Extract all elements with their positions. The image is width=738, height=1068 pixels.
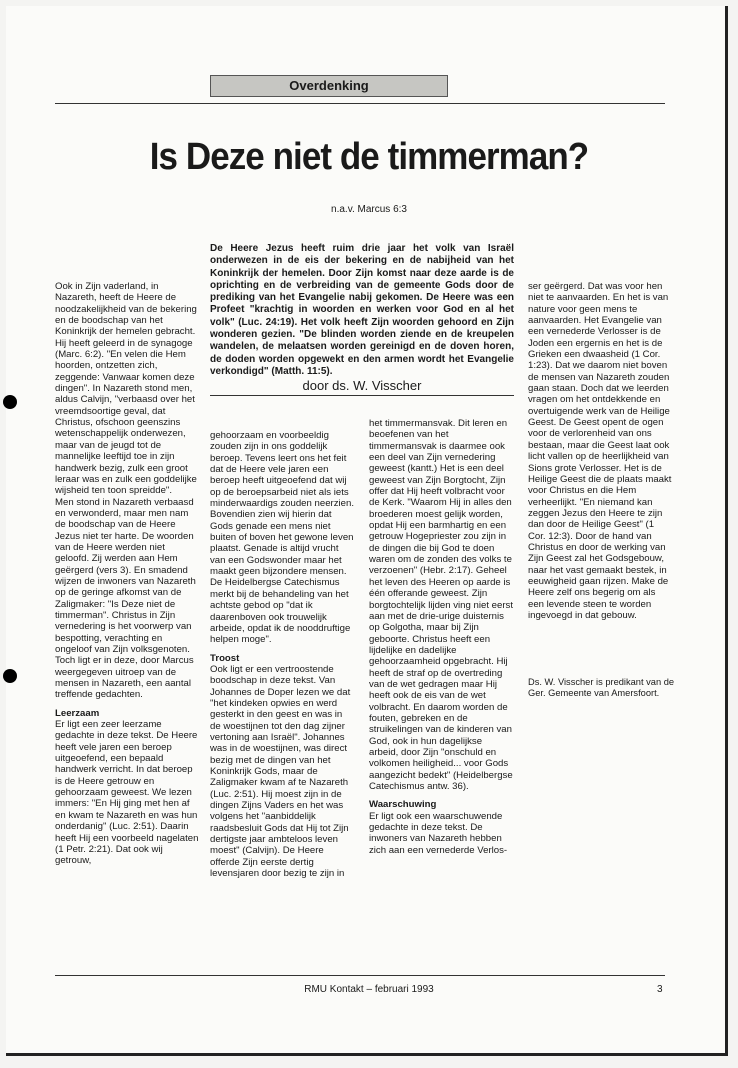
byline: door ds. W. Visscher <box>210 378 514 396</box>
paragraph: ser geërgerd. Dat was voor hen niet te aanvaarden. En het is van nature voor geen mens te aanvaarden. Het Evangelie van een vernederde Verlosser is de Joden een ergernis en het is de Grieken een dwaasheid (1 Cor. 1:23). Dat we daarom niet boven de mensen van Nazareth zouden gaan staan. Doch dat we leerden vragen om het ontdekkende en overtuigende werk van de Heilige Geest. De Geest opent de ogen voor de verlorenheid van ons bestaan, maar die Geest laat ook licht vallen op de heerlijkheid van Sions grote Verlosser. Het is de Heilige Geest die de plaats maakt voor Christus en die Hem verheerlijkt. "En niemand kan zeggen Jezus den Heere te zijn dan door de Heilige Geest" (1 Cor. 12:3). Door de hand van Christus en door de werking van Zijn Geest zal het Godsgebouw, naar het vast gemaakt bestek, in eeuwigheid gaan rijzen. Make de Heere zelf ons begerig om als een levende steen te worden ingevoegd in dat gebouw. <box>528 281 672 621</box>
paragraph: Er ligt ook een waarschuwende gedachte in deze tekst. De inwoners van Nazareth hebben zich aan een vernederde Verlos- <box>369 810 508 856</box>
paragraph: Men stond in Nazareth verbaasd en verwonderd, maar men nam de boodschap van de Heere Jezus niet ter harte. De woorden van de Heere werden niet geloofd. Zij werden aan Hem geërgerd (vers 3). En smadend wijzen de inwoners van Nazareth op de geringe afkomst van de Zaligmaker: "Is Deze niet de timmerman". Christus in Zijn vernedering is het voorwerp van bespotting, verachting en ongeloof van Zijn volksgenoten. <box>55 496 196 655</box>
footer-publication: RMU Kontakt – februari 1993 <box>304 984 434 995</box>
footer-rule <box>55 975 665 976</box>
article-subtitle: n.a.v. Marcus 6:3 <box>331 204 407 215</box>
punch-hole-icon <box>3 669 17 683</box>
punch-hole-icon <box>3 395 17 409</box>
header-rule <box>55 103 665 104</box>
author-note: Ds. W. Visscher is predikant van de Ger. Gemeente van Amersfoort. <box>528 677 675 699</box>
section-label: Overdenking <box>210 75 448 97</box>
paragraph: het timmermansvak. Dit leren en beoefenen van het timmermansvak is daarmee ook een deel van Zijn vernedering geweest (kantt.) Het is een deel geweest van Zijn Borgtocht, Zijn offer dat Hij heeft volbracht voor de Kerk. "Waarom Hij in alles den broederen moest gelijk worden, opdat Hij een barmhartig en een getrouw Hogepriester zou zijn in de dingen die bij God te doen waren om de zonden des volks te verzoenen" (Hebr. 2:17). Geheel het leven des Heeren op aarde is één offerande geweest. Zijn borgtochtelijk lijden ving niet eerst aan met de drie-urige duisternis op Golgotha, maar bij Zijn geboorte. Christus heeft een lijdelijke en dadelijke gehoorzaamheid opgebracht. Hij heeft de straf op de overtreding van de wet gedragen maar Hij heeft ook de eis van de wet volbracht. En daarom worden de fouten, gebreken en de struikelingen van de kinderen van God, ook in hun dagelijkse arbeid, door Zijn "onschuld en volkomen heiligheid... voor Gods aangezicht bedekt" (Heidelbergse Catechismus antw. 36). <box>369 418 513 792</box>
paragraph: Er ligt een zeer leerzame gedachte in deze tekst. De Heere heeft vele jaren een beroep uitgeoefend, een bepaald handwerk verricht. In dat beroep is de Heere getrouw en gehoorzaam geweest. We lezen immers: "En Hij ging met hen af en kwam te Nazareth en was hun onderdanig" (Luc. 2:51). Daarin heeft Hij een voorbeeld nagelaten (1 Petr. 2:21). Dat ook wij getrouw, <box>55 719 199 867</box>
column-3 <box>369 418 514 856</box>
page-number: 3 <box>657 984 663 995</box>
subheading: Leerzaam <box>55 707 100 719</box>
article-title: Is Deze niet de timmerman? <box>149 136 589 178</box>
column-2 <box>210 430 355 879</box>
subheading: Waarschuwing <box>369 799 437 811</box>
subheading: Troost <box>210 652 240 664</box>
column-1 <box>55 281 200 867</box>
paragraph: Ook ligt er een vertroostende boodschap in deze tekst. Van Johannes de Doper lezen we dat "het kindeken opwies en werd gesterkt in den geest en was in de woestijnen tot den dag zijner vertoning aan Israël". Johannes was in de woestijnen, was direct bezig met de dingen van het Koninkrijk Gods, maar de Zaligmaker kwam af te Nazareth (Luc. 2:51). Hij moest zijn in de dingen Zijns Vaders en het was volgens het "aanbiddelijk raadsbesluit Gods dat Hij tot Zijn dertigste jaar ambteloos leven moest" (Calvijn). De Heere offerde Zijn eerste dertig levensjaren door bezig te zijn in <box>210 663 351 880</box>
paragraph: gehoorzaam en voorbeeldig zouden zijn in ons goddelijk beroep. Tevens leert ons het feit dat de Heere vele jaren een beroep heeft uitgeoefend dat wij op de beroepsarbeid niet als iets minderwaardigs zouden neerzien. Bovendien zien wij hierin dat Gods genade een mens niet buiten of boven het gewone leven plaatst. Genade is altijd vrucht van een Godswonder maar het maakt geen bijzondere mensen. De Heidelbergse Catechismus merkt bij de behandeling van het achtste gebod op "dat ik daarenboven ook trouwelijk arbeide, opdat ik de nooddruftige helpen moge". <box>210 430 354 646</box>
paragraph: Ook in Zijn vaderland, in Nazareth, heeft de Heere de noodzakelijkheid van de bekering en de boodschap van het Koninkrijk der hemelen gebracht. Hij heeft geleerd in de synagoge (Marc. 6:2). "En velen die Hem hoorden, ontzetten zich, zeggende: Vanwaar komen deze dingen". In Nazareth stond men, aldus Calvijn, "verbaasd over het vreemdsoortige geval, dat Christus, ofschoon geenszins wetenschappelijk onderwezen, maar van de jeugd tot de mannelijke leeftijd toe in zijn handwerk bezig, zulk een groot leraar was en zulk een goddelijke wijsheid ten toon spreidde". <box>55 281 197 497</box>
paragraph: Toch ligt er in deze, door Marcus weergegeven uitroep van de mensen in Nazareth, een aantal treffende gedachten. <box>55 655 194 701</box>
column-4 <box>528 281 673 621</box>
lead-paragraph: De Heere Jezus heeft ruim drie jaar het volk van Israël onderwezen in de eis der bekering en de nabijheid van het Koninkrijk der hemelen. Door Zijn komst naar deze aarde is de oprichting en de verbreiding van de gemeente Gods door de prediking van het Evangelie nabij gekomen. De Heere was een Profeet "krachtig in woorden en werken voor God en al het volk" (Luc. 24:19). Het volk heeft Zijn woorden gehoord en Zijn wonderen gezien. "De blinden worden ziende en de kreupelen wandelen, de melaatsen worden gereinigd en de doven horen, de doden worden opgewekt en den armen wordt het Evangelie verkondigd" (Matth. 11:5). <box>210 243 514 377</box>
